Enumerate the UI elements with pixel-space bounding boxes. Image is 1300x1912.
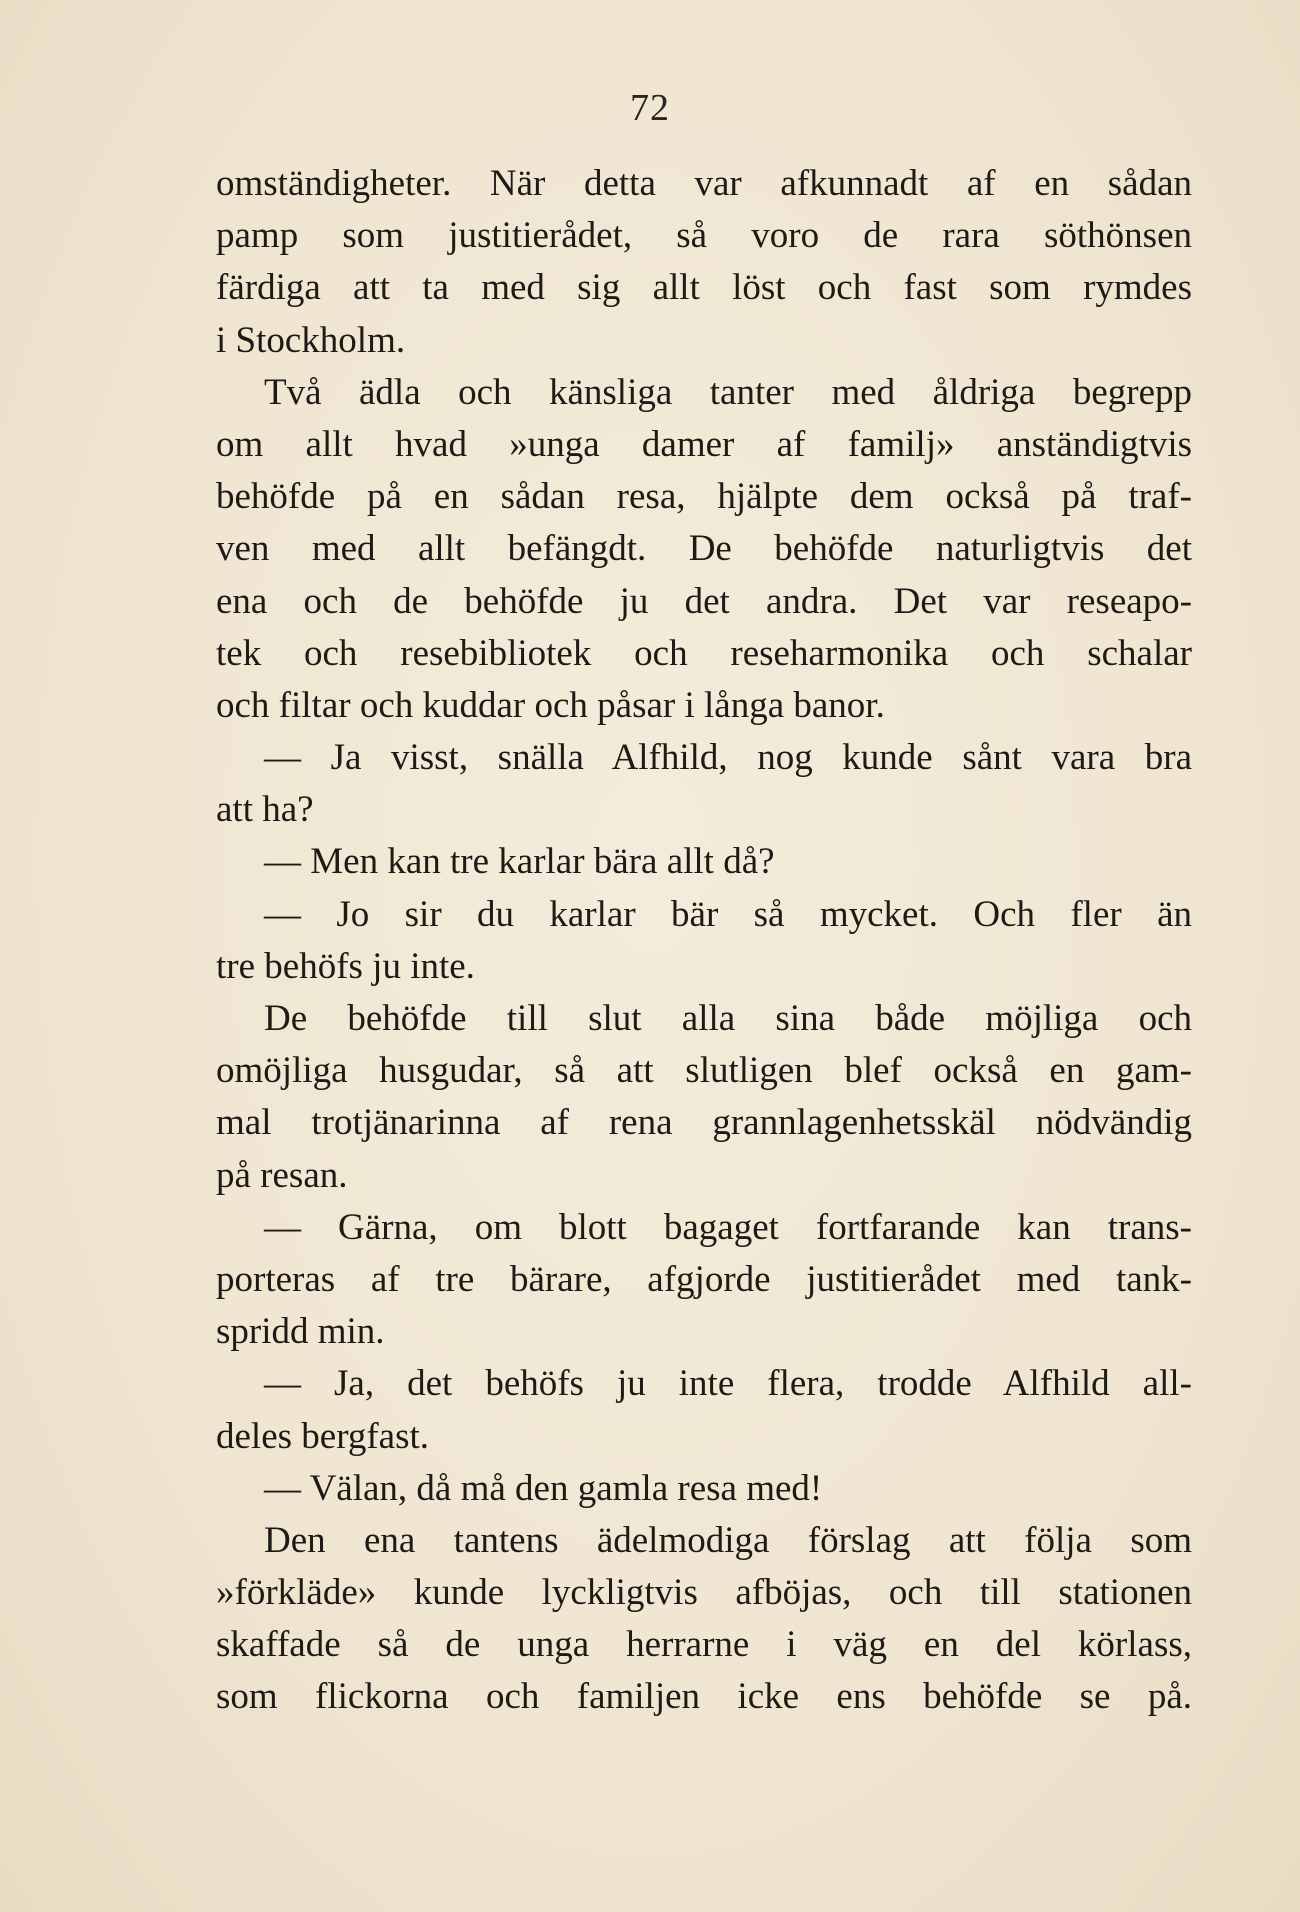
text-line: pamp som justitierådet, så voro de rara söthönsen — [216, 215, 1192, 257]
body-text — [216, 158, 1192, 1724]
text-line: porteras af tre bärare, afgjorde justitierådet med tank- — [216, 1258, 1192, 1300]
text-line: spridd min. — [216, 1311, 385, 1353]
text-line: tek och resebibliotek och reseharmonika och schalar — [216, 632, 1192, 674]
text-line: att ha? — [216, 789, 314, 831]
text-line: — Jo sir du karlar bär så mycket. Och fler än — [264, 893, 1192, 935]
text-line: skaffade så de unga herrarne i väg en del körlass, — [216, 1624, 1192, 1666]
text-line: ena och de behöfde ju det andra. Det var reseapo- — [216, 580, 1192, 622]
text-line: färdiga att ta med sig allt löst och fast som rymdes — [216, 267, 1192, 309]
text-line: De behöfde till slut alla sina både möjliga och — [264, 998, 1192, 1039]
text-line: behöfde på en sådan resa, hjälpte dem också på traf- — [216, 476, 1192, 518]
text-line: i Stockholm. — [216, 319, 406, 361]
text-line: deles bergfast. — [216, 1415, 430, 1457]
text-line: om allt hvad »unga damer af familj» anständigtvis — [216, 423, 1192, 465]
text-line: på resan. — [216, 1154, 348, 1196]
text-line: — Ja, det behöfs ju inte flera, trodde Alfhild all- — [264, 1363, 1192, 1405]
text-line: och filtar och kuddar och påsar i långa banor. — [216, 684, 885, 726]
text-line: Två ädla och känsliga tanter med åldriga begrepp — [264, 371, 1192, 413]
page-number: 72 — [630, 87, 670, 129]
text-line: — Men kan tre karlar bära allt då? — [264, 841, 775, 883]
text-line: — Ja visst, snälla Alfhild, nog kunde sånt vara bra — [264, 737, 1192, 779]
text-line: »förkläde» kunde lyckligtvis afböjas, och till stationen — [216, 1572, 1192, 1614]
text-line: — Gärna, om blott bagaget fortfarande kan trans- — [264, 1206, 1192, 1248]
text-line: — Välan, då må den gamla resa med! — [264, 1467, 823, 1509]
text-line: som flickorna och familjen icke ens behöfde se på. — [216, 1676, 1192, 1718]
text-line: mal trotjänarinna af rena grannlagenhetsskäl nödvändig — [216, 1102, 1192, 1144]
text-line: Den ena tantens ädelmodiga förslag att följa som — [264, 1519, 1192, 1561]
text-line: tre behöfs ju inte. — [216, 945, 475, 987]
text-line: ven med allt befängdt. De behöfde naturligtvis det — [216, 528, 1192, 570]
text-line: omöjliga husgudar, så att slutligen blef också en gam- — [216, 1050, 1192, 1092]
text-line: omständigheter. När detta var afkunnadt af en sådan — [216, 163, 1192, 204]
